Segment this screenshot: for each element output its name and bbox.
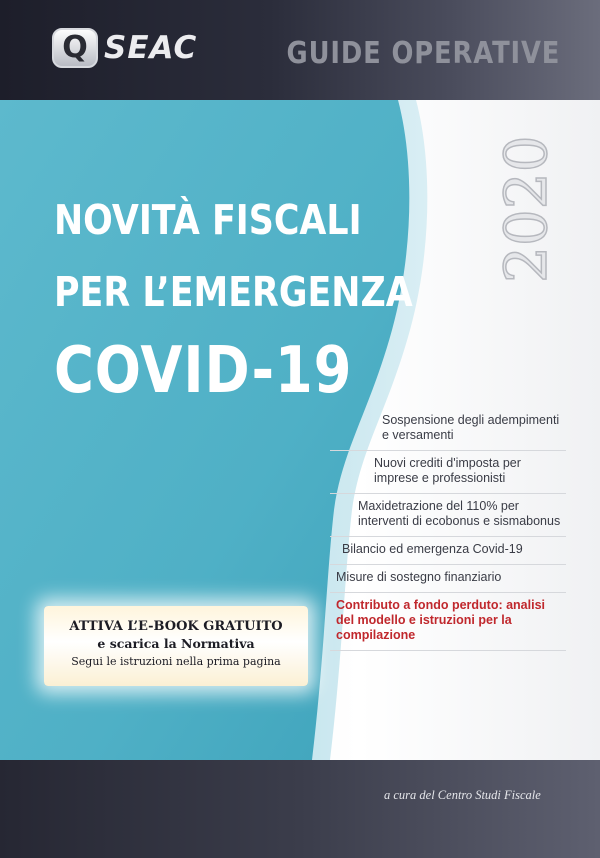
topic-item: Nuovi crediti d'imposta per imprese e professionisti: [330, 451, 566, 494]
header-band: [0, 0, 600, 100]
book-title: [54, 196, 413, 406]
topic-item: Maxidetrazione del 110% per interventi di ecobonus e sismabonus: [330, 494, 566, 537]
ebook-line-3: Segui le istruzioni nella prima pagina: [71, 655, 281, 668]
topic-list: [330, 408, 566, 651]
ebook-line-1: ATTIVA L’E-BOOK GRATUITO: [69, 619, 283, 634]
topic-item: Sospensione degli adempimenti e versamenti: [330, 408, 566, 451]
logo-mark-icon: [52, 28, 98, 68]
publisher-logo: [52, 28, 197, 68]
series-title: GUIDE OPERATIVE: [286, 36, 560, 71]
logo-mark-letter: Q: [62, 30, 88, 65]
title-line-3: COVID-19: [54, 334, 353, 408]
logo-text: SEAC: [104, 30, 198, 66]
ebook-banner: [44, 606, 308, 686]
edition-year: [480, 118, 590, 288]
title-line-1: NOVITÀ FISCALI: [54, 196, 362, 244]
title-line-2: PER L’EMERGENZA: [54, 268, 413, 316]
topic-item: Bilancio ed emergenza Covid-19: [330, 537, 566, 565]
ebook-line-2: e scarica la Normativa: [97, 636, 255, 651]
editor-credit: a cura del Centro Studi Fiscale: [384, 788, 541, 802]
year-text: 2020: [492, 135, 560, 283]
topic-item-highlight: Contributo a fondo perduto: analisi del modello e istruzioni per la compilazione: [330, 593, 566, 651]
topic-item: Misure di sostegno finanziario: [330, 565, 566, 593]
footer-band: [0, 760, 600, 858]
